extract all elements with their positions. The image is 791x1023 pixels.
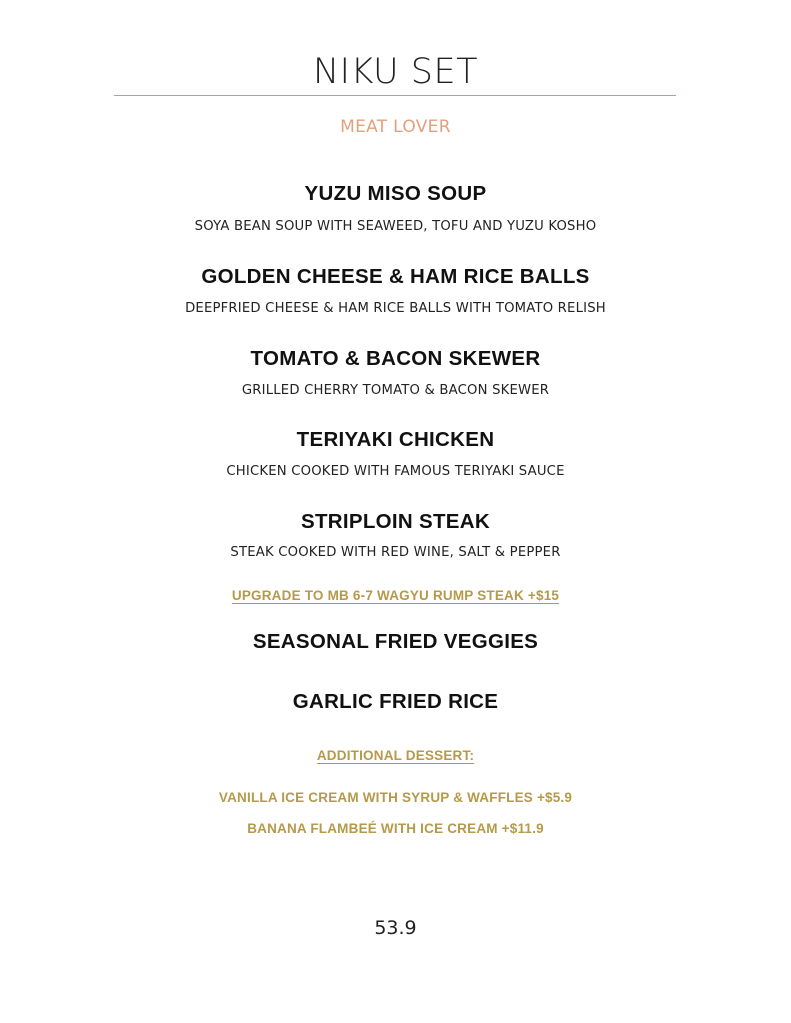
dish-name-striploin-steak: STRIPLOIN STEAK xyxy=(300,510,490,533)
dish-desc-tomato-bacon-skewer: GRILLED CHERRY TOMATO & BACON SKEWER xyxy=(241,383,550,398)
menu-subtitle: MEAT LOVER xyxy=(340,117,451,137)
dish-name-teriyaki-chicken: TERIYAKI CHICKEN xyxy=(296,428,495,451)
upgrade-option xyxy=(0,588,791,603)
dessert-heading xyxy=(0,748,791,763)
dish-desc-striploin-steak: STEAK COOKED WITH RED WINE, SALT & PEPPER xyxy=(230,545,561,560)
dish-name-rice-balls: GOLDEN CHEESE & HAM RICE BALLS xyxy=(201,265,590,288)
dish-desc-rice-balls: DEEPFRIED CHEESE & HAM RICE BALLS WITH TOMATO RELISH xyxy=(185,301,606,316)
set-price: 53.9 xyxy=(374,917,417,939)
dish-desc-teriyaki-chicken: CHICKEN COOKED WITH FAMOUS TERIYAKI SAUCE xyxy=(226,464,565,479)
dish-name-tomato-bacon-skewer: TOMATO & BACON SKEWER xyxy=(250,347,541,370)
upgrade-option-text: UPGRADE TO MB 6-7 WAGYU RUMP STEAK +$15 xyxy=(231,588,560,603)
dish-desc-yuzu-miso-soup: SOYA BEAN SOUP WITH SEAWEED, TOFU AND YUZU KOSHO xyxy=(194,219,597,234)
dish-name-yuzu-miso-soup: YUZU MISO SOUP xyxy=(304,182,487,205)
dessert-item-banana: BANANA FLAMBEÉ WITH ICE CREAM +$11.9 xyxy=(247,821,544,836)
dessert-item-vanilla: VANILLA ICE CREAM WITH SYRUP & WAFFLES +$5.9 xyxy=(218,790,573,805)
title-divider xyxy=(114,95,676,96)
dish-name-seasonal-fried-veggies: SEASONAL FRIED VEGGIES xyxy=(252,630,539,653)
dessert-heading-text: ADDITIONAL DESSERT: xyxy=(316,748,475,763)
dish-name-garlic-fried-rice: GARLIC FRIED RICE xyxy=(292,690,499,713)
menu-title: NIKU SET xyxy=(313,52,478,92)
